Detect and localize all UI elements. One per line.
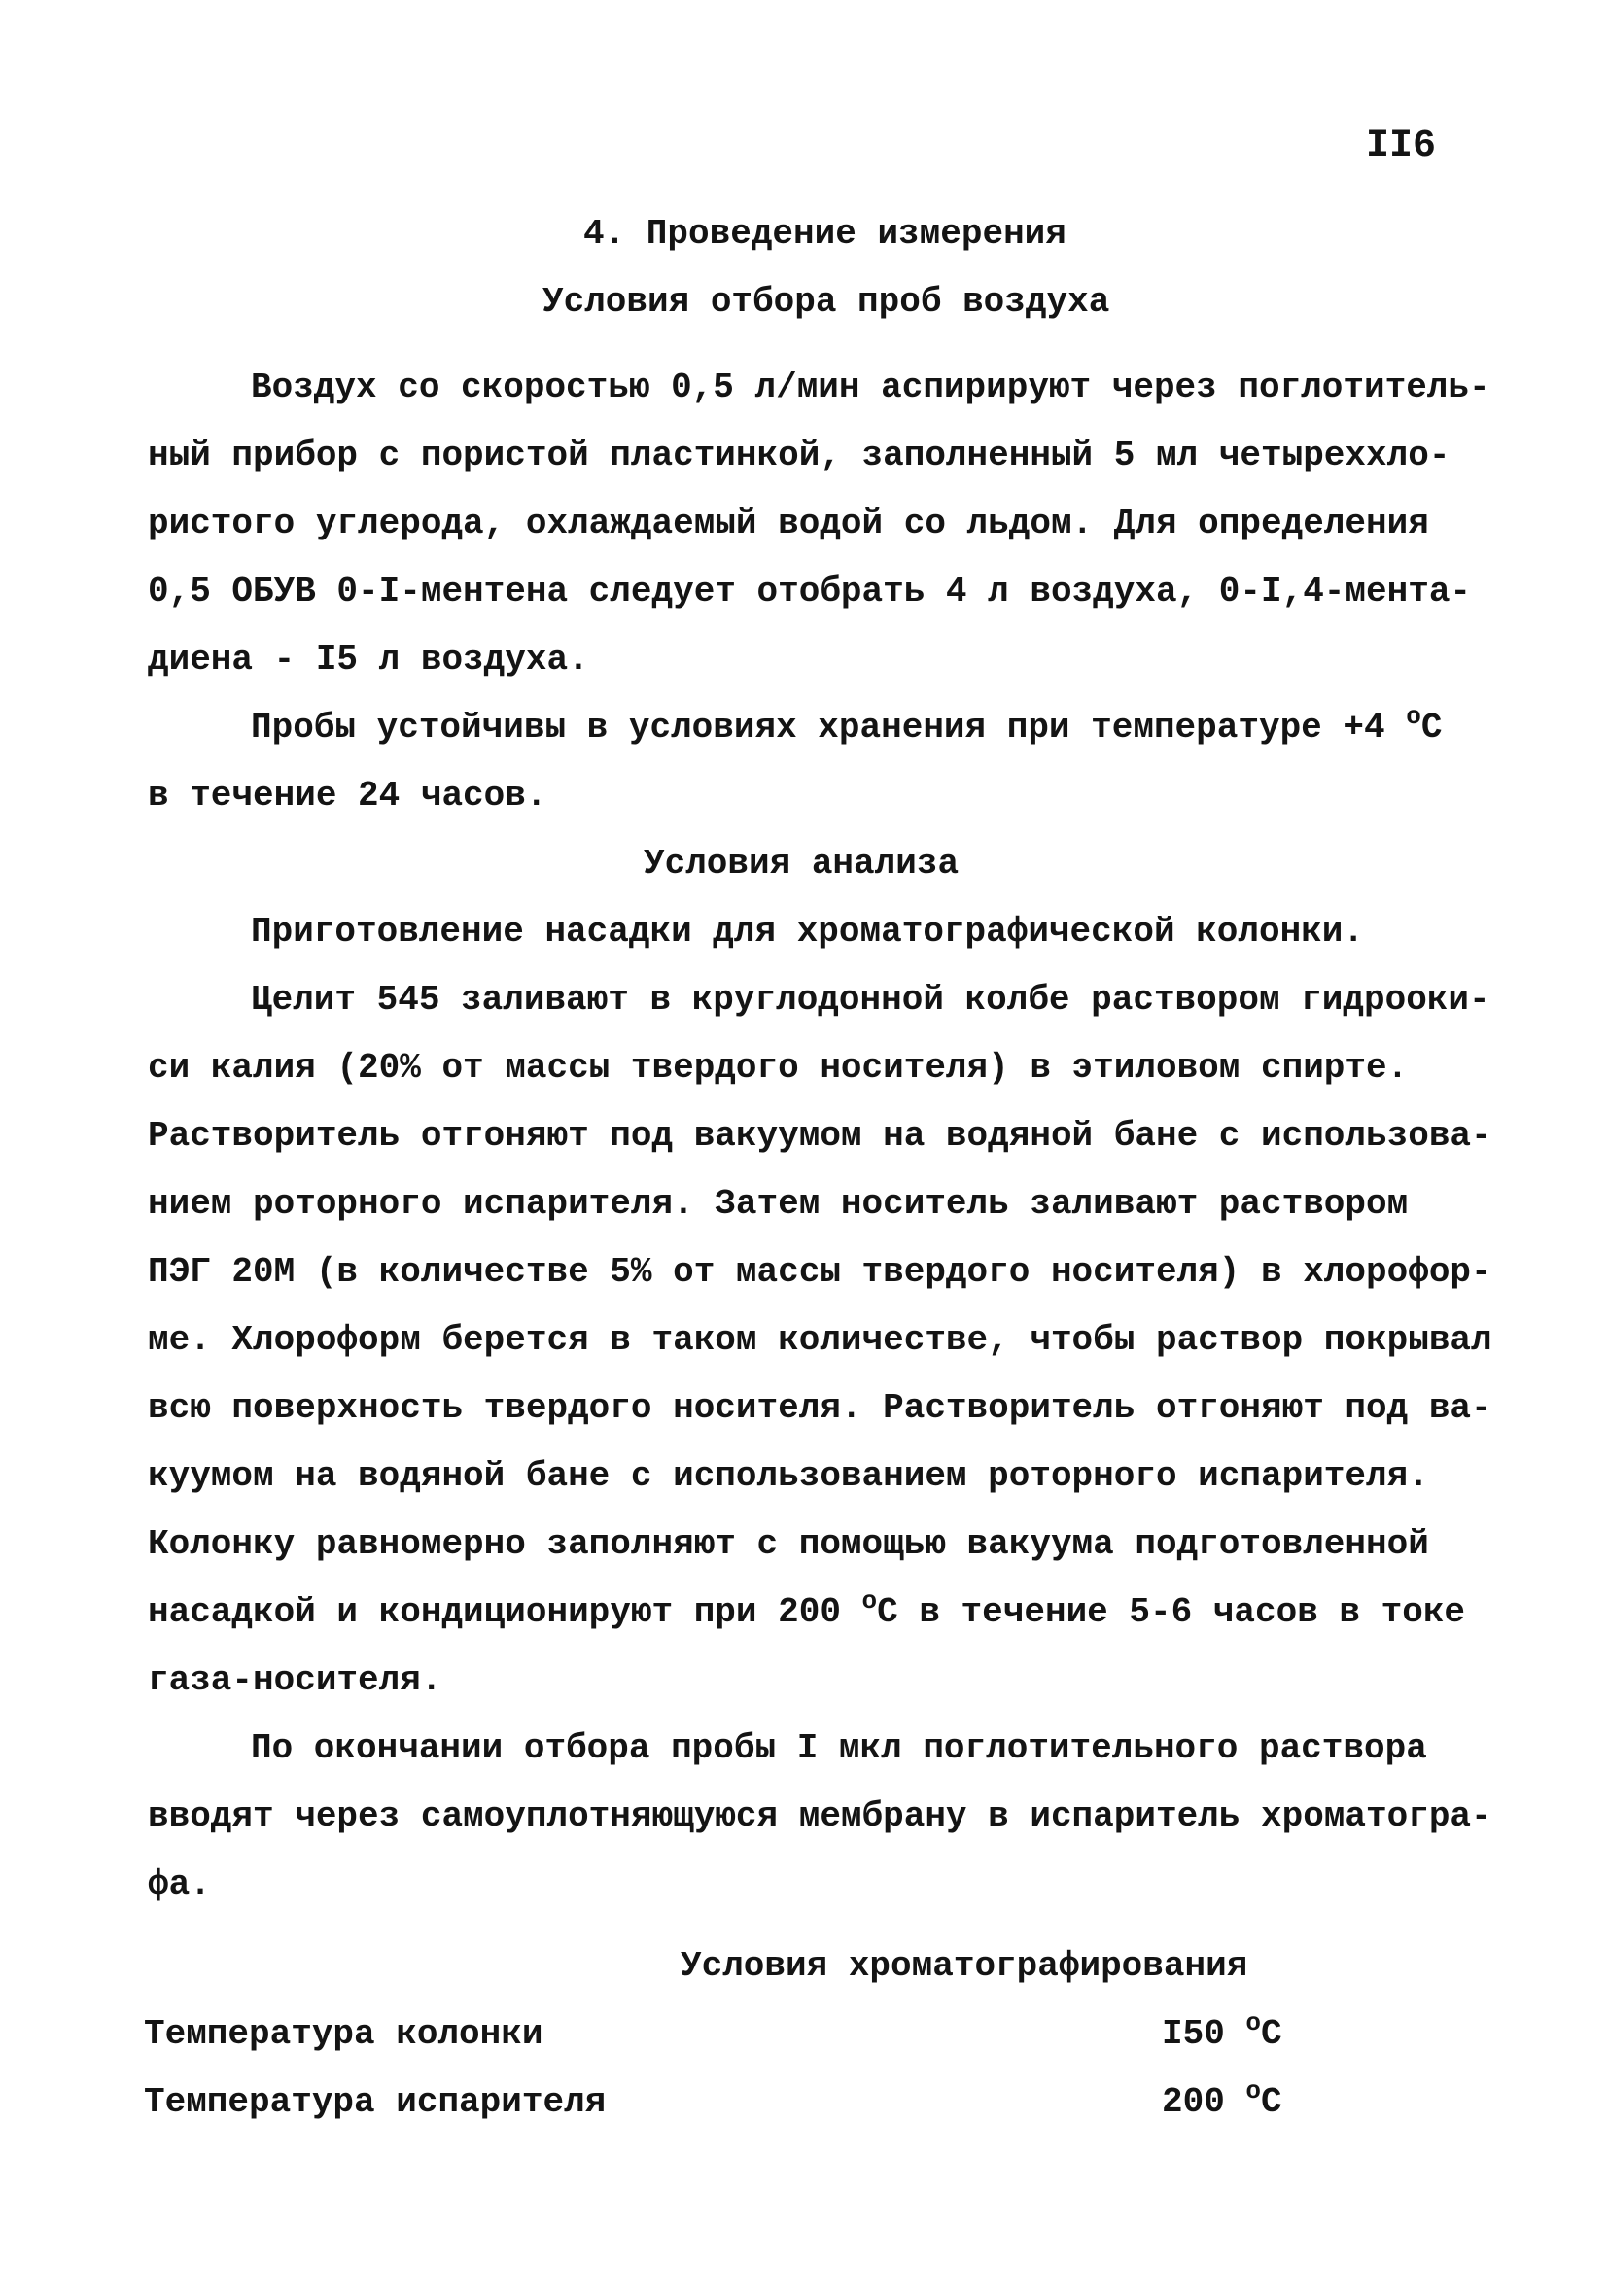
analysis-line: си калия (20% от массы твердого носителя) в этиловом спирте. bbox=[148, 1048, 1409, 1088]
condition-unit: С bbox=[1261, 2082, 1282, 2122]
conditioning-line bbox=[148, 1586, 1466, 1632]
analysis-line: Целит 545 заливают в круглодонной колбе раствором гидрооки- bbox=[251, 980, 1490, 1020]
degree-sign: о bbox=[1245, 2076, 1262, 2105]
injection-line: фа. bbox=[148, 1864, 211, 1904]
sampling-line: ристого углерода, охлаждаемый водой со льдом. Для определения bbox=[148, 504, 1429, 543]
sampling-line: Воздух со скоростью 0,5 л/мин аспирируют через поглотитель- bbox=[251, 367, 1490, 407]
degree-sign: о bbox=[1245, 2008, 1262, 2037]
storage-line bbox=[251, 702, 1443, 748]
sampling-title: Условия отбора проб воздуха bbox=[542, 282, 1110, 322]
storage-text: Пробы устойчивы в условиях хранения при температуре +4 bbox=[251, 708, 1407, 748]
conditioning-text-end: С в течение 5-6 часов в токе bbox=[877, 1592, 1466, 1632]
degree-sign: о bbox=[1406, 702, 1421, 731]
analysis-line: нием роторного испарителя. Затем носитель заливают раствором bbox=[148, 1184, 1409, 1224]
analysis-line: ПЭГ 20М (в количестве 5% от массы твердого носителя) в хлорофор- bbox=[148, 1252, 1492, 1292]
sampling-line: диена - I5 л воздуха. bbox=[148, 640, 589, 679]
condition-label: Температура испарителя bbox=[144, 2082, 607, 2122]
condition-number: 200 bbox=[1162, 2082, 1246, 2122]
chromatography-title: Условия хроматографирования bbox=[681, 1946, 1248, 1986]
sampling-line: 0,5 ОБУВ 0-I-ментена следует отобрать 4 л воздуха, 0-I,4-мента- bbox=[148, 572, 1472, 611]
section-title: 4. Проведение измерения bbox=[583, 214, 1066, 254]
condition-value bbox=[1162, 2076, 1282, 2122]
sampling-line: ный прибор с пористой пластинкой, заполненный 5 мл четыреххло- bbox=[148, 435, 1451, 475]
injection-line: По окончании отбора пробы I мкл поглотительного раствора bbox=[251, 1728, 1427, 1768]
storage-line: в течение 24 часов. bbox=[148, 776, 547, 816]
analysis-line: Колонку равномерно заполняют с помощью вакуума подготовленной bbox=[148, 1524, 1429, 1564]
condition-number: I50 bbox=[1162, 2014, 1246, 2054]
analysis-line: Растворитель отгоняют под вакуумом на водяной бане с использова- bbox=[148, 1116, 1492, 1156]
degree-sign: о bbox=[861, 1586, 878, 1616]
page-number: II6 bbox=[1366, 124, 1437, 168]
condition-label: Температура колонки bbox=[144, 2014, 543, 2054]
analysis-title: Условия анализа bbox=[644, 844, 960, 884]
storage-unit: С bbox=[1420, 708, 1443, 748]
condition-unit: С bbox=[1261, 2014, 1282, 2054]
conditioning-text: насадкой и кондиционируют при 200 bbox=[148, 1592, 862, 1632]
injection-line: вводят через самоуплотняющуюся мембрану в испаритель хроматогра- bbox=[148, 1796, 1492, 1836]
prep-line: Приготовление насадки для хроматографической колонки. bbox=[251, 912, 1364, 952]
analysis-line: газа-носителя. bbox=[148, 1660, 442, 1700]
analysis-line: всю поверхность твердого носителя. Растворитель отгоняют под ва- bbox=[148, 1388, 1492, 1428]
analysis-line: ме. Хлороформ берется в таком количестве, чтобы раствор покрывал bbox=[148, 1320, 1492, 1360]
analysis-line: куумом на водяной бане с использованием роторного испарителя. bbox=[148, 1456, 1429, 1496]
condition-value bbox=[1162, 2008, 1282, 2054]
